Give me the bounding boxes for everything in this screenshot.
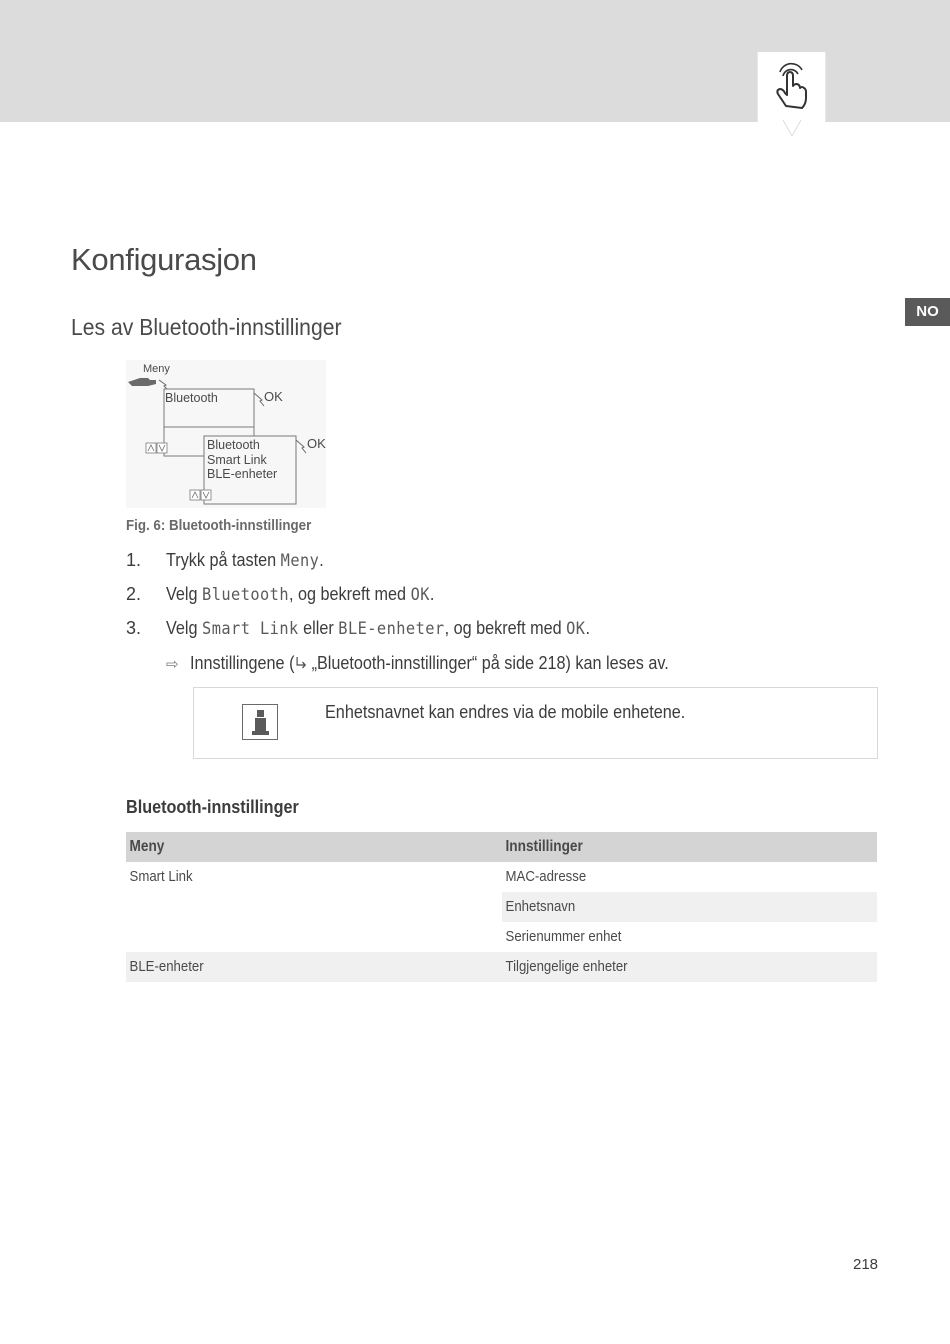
menu-flow-diagram: [126, 360, 326, 508]
table-row: [126, 862, 877, 892]
table-cell-setting: Enhetsnavn: [502, 892, 877, 922]
step-number: 2.: [126, 584, 142, 604]
table-title: Bluetooth-innstillinger: [126, 797, 299, 817]
step-code: Meny: [280, 551, 320, 571]
step-text: Velg: [166, 584, 203, 604]
table-row: [126, 922, 877, 952]
hand-pointer-icon: [128, 378, 156, 386]
step-code: OK: [566, 619, 586, 639]
step-number: 1.: [126, 550, 142, 570]
figure-ok2-label: OK: [307, 436, 326, 451]
table-row: [126, 952, 877, 982]
cross-reference-link[interactable]: „Bluetooth-innstillinger“ på side 218) kan leses av.: [307, 653, 669, 673]
step-text: Velg: [166, 618, 203, 638]
touch-gesture-icon: [772, 62, 812, 112]
table-cell-setting: Tilgjengelige enheter: [505, 958, 628, 975]
step-number: 3.: [126, 618, 142, 638]
table-header-row: [126, 832, 877, 862]
table-cell-menu: [126, 922, 502, 952]
page-title: Konfigurasjon: [71, 242, 257, 277]
figure-caption: Fig. 6: Bluetooth-innstillinger: [126, 518, 312, 534]
figure-box2-line: BLE-enheter: [207, 467, 278, 481]
step-code: BLE-enheter: [338, 619, 445, 639]
table-cell-setting: Serienummer enhet: [505, 928, 622, 945]
figure-ok1-label: OK: [264, 389, 283, 404]
page-number: 218: [853, 1256, 879, 1273]
step-text: .: [585, 618, 590, 638]
step-text: Trykk på tasten: [166, 550, 281, 570]
figure-menu-label: Meny: [143, 363, 170, 375]
header-icon-box: [757, 52, 826, 122]
step-text: .: [429, 584, 435, 604]
figure-box1-label: Bluetooth: [165, 391, 218, 405]
step-result: [166, 653, 722, 674]
menu-flow-figure: [126, 360, 326, 508]
step-text: , og bekreft med: [444, 618, 567, 638]
table-header-cell: Meny: [129, 838, 165, 855]
step-text: .: [319, 550, 324, 570]
table-cell-menu: [126, 892, 502, 922]
table-cell-menu: BLE-enheter: [129, 958, 204, 975]
figure-box2-line: Bluetooth: [207, 438, 260, 452]
step-code: Bluetooth: [202, 585, 290, 605]
step-text: , og bekreft med: [289, 584, 411, 604]
table-cell-menu: Smart Link: [129, 868, 193, 885]
step-text: eller: [298, 618, 339, 638]
icon-pointer: [783, 120, 801, 138]
info-note: [193, 687, 878, 759]
note-text: Enhetsnavnet kan endres via de mobile enhetene.: [325, 702, 686, 722]
step-code: OK: [410, 585, 430, 605]
settings-table: [126, 832, 877, 982]
cross-reference-icon[interactable]: [294, 656, 307, 670]
table-header-cell: Innstillinger: [505, 838, 583, 855]
table-row: [126, 892, 877, 922]
section-subtitle: Les av Bluetooth-innstillinger: [71, 314, 342, 340]
language-tab: NO: [905, 298, 950, 326]
result-arrow-icon: ⇨: [166, 656, 179, 673]
table-cell-setting: MAC-adresse: [505, 868, 587, 885]
result-text: Innstillingene (: [190, 653, 295, 673]
step-code: Smart Link: [202, 619, 299, 639]
info-icon: [242, 704, 278, 740]
figure-box2-line: Smart Link: [207, 453, 267, 467]
